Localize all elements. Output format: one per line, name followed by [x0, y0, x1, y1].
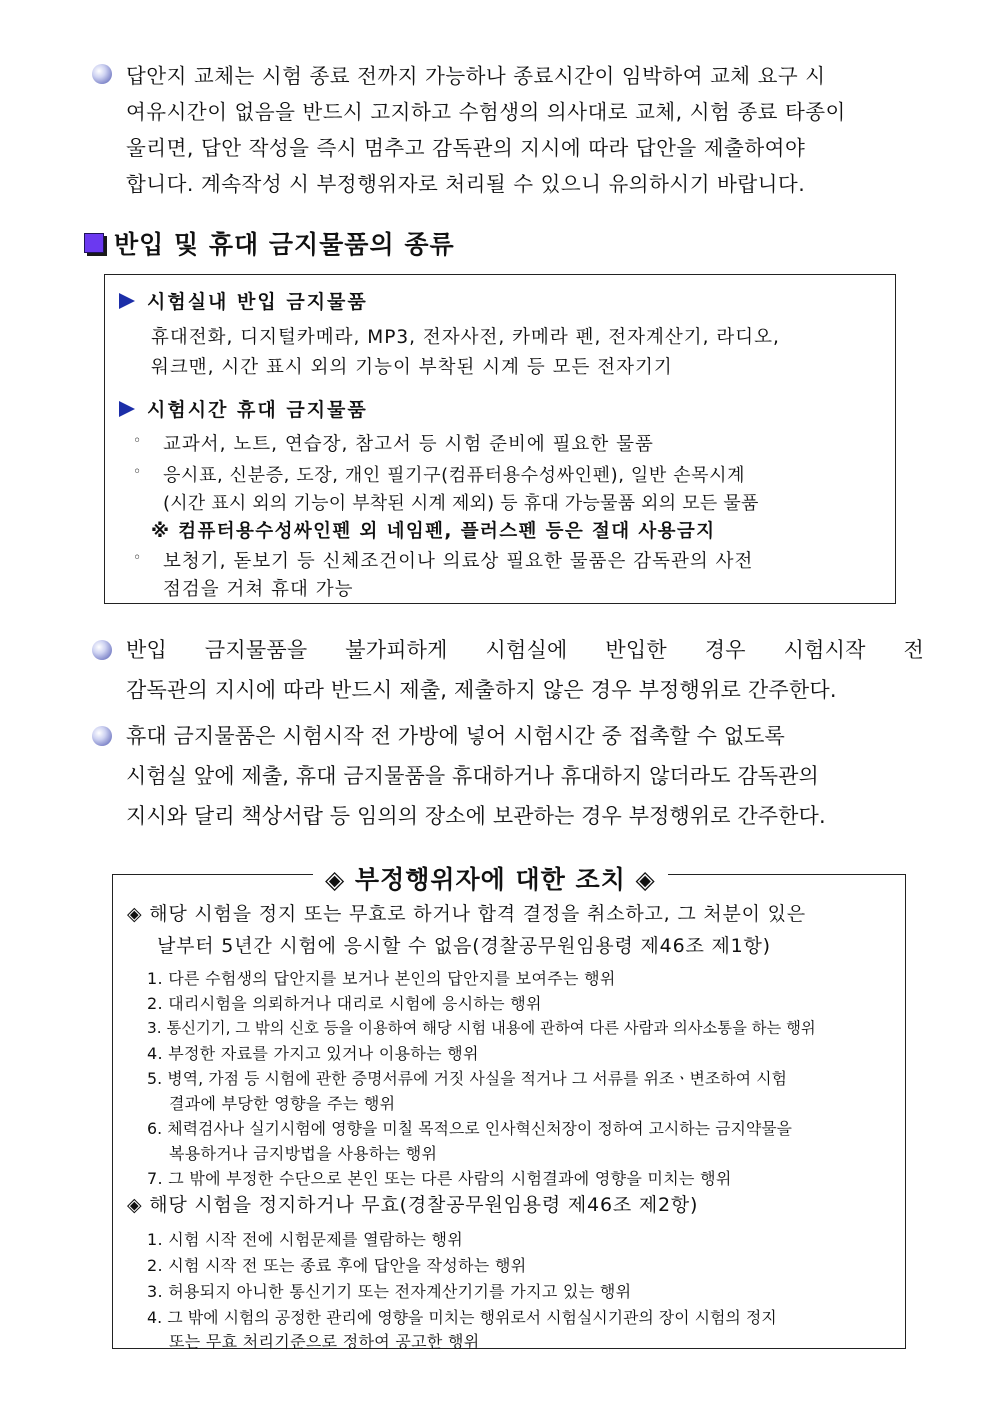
- bullet-ball-icon: [92, 726, 112, 746]
- para3-line: 시험실 앞에 제출, 휴대 금지물품을 휴대하거나 휴대하지 않더라도 감독관의: [126, 764, 819, 788]
- measures-item: 1. 시험 시작 전에 시험문제를 열람하는 행위: [147, 1230, 464, 1249]
- triangle-bullet-icon: [119, 401, 135, 417]
- para2-line: 감독관의 지시에 따라 반드시 제출, 제출하지 않은 경우 부정행위로 간주한다.: [126, 678, 837, 702]
- entry-notice-paragraph: [92, 630, 924, 710]
- measures-item-cont: 결과에 부당한 영향을 주는 행위: [169, 1094, 396, 1113]
- measures-item: 1. 다른 수험생의 답안지를 보거나 본인의 답안지를 보여주는 행위: [147, 969, 616, 988]
- square-bullet-icon: [84, 233, 104, 253]
- intro-line: 울리면, 답안 작성을 즉시 멈추고 감독관의 지시에 따라 답안을 제출하여야: [126, 136, 806, 160]
- measures-item: 5. 병역, 가점 등 시험에 관한 증명서류에 거짓 사실을 적거나 그 서류를 위조ㆍ변조하여 시험: [147, 1069, 787, 1088]
- ring-bullet-icon: ◦: [133, 550, 142, 566]
- triangle-bullet-icon: [119, 293, 135, 309]
- carry-item: 교과서, 노트, 연습장, 참고서 등 시험 준비에 필요한 물품: [163, 434, 654, 455]
- measures-item: 4. 그 밖에 시험의 공정한 관리에 영향을 미치는 행위로서 시험실시기관의 장이 시험의 정지: [147, 1308, 777, 1327]
- measures-item: 4. 부정한 자료를 가지고 있거나 이용하는 행위: [147, 1044, 479, 1063]
- measures-item-cont: 또는 무효 처리기준으로 정하여 공고한 행위: [169, 1332, 480, 1351]
- measures-group1-heading: ◈ 해당 시험을 정지 또는 무효로 하거나 합격 결정을 취소하고, 그 처분이 있은: [127, 903, 806, 925]
- bullet-ball-icon: [92, 64, 112, 84]
- ring-bullet-icon: ◦: [133, 433, 142, 449]
- carry-item: (시간 표시 외의 기능이 부착된 시계 제외) 등 휴대 가능물품 외의 모든 물품: [163, 493, 759, 514]
- carry-item: 응시표, 신분증, 도장, 개인 필기구(컴퓨터용수성싸인펜), 일반 손목시계: [163, 465, 746, 486]
- measures-item: 3. 허용되지 아니한 통신기기 또는 전자계산기기를 가지고 있는 행위: [147, 1282, 632, 1301]
- carry-prohibited-heading: 시험시간 휴대 금지물품: [119, 395, 368, 422]
- section-title: [84, 226, 455, 260]
- intro-line: 답안지 교체는 시험 종료 전까지 가능하나 종료시간이 임박하여 교체 요구 시: [126, 64, 826, 88]
- para3-line: 휴대 금지물품은 시험시작 전 가방에 넣어 시험시간 중 접촉할 수 없도록: [126, 724, 785, 748]
- measures-item: 6. 체력검사나 실기시험에 영향을 미칠 목적으로 인사혁신처장이 정하여 고시하는 금지약물을: [147, 1119, 793, 1138]
- measures-title: ◈ 부정행위자에 대한 조치 ◈: [313, 861, 668, 899]
- measures-item-cont: 복용하거나 금지방법을 사용하는 행위: [169, 1144, 438, 1163]
- section-title-text: 반입 및 휴대 금지물품의 종류: [114, 230, 455, 259]
- intro-line: 여유시간이 없음을 반드시 고지하고 수험생의 의사대로 교체, 시험 종료 타종이: [126, 100, 846, 124]
- entry-line: 워크맨, 시간 표시 외의 기능이 부착된 시계 등 모든 전자기기: [151, 357, 673, 378]
- measures-item: 3. 통신기기, 그 밖의 신호 등을 이용하여 해당 시험 내용에 관하여 다른 사람과 의사소통을 하는 행위: [147, 1019, 816, 1037]
- ring-bullet-icon: ◦: [133, 464, 142, 480]
- carry-item: 점검을 거쳐 휴대 가능: [163, 579, 354, 600]
- bullet-ball-icon: [92, 640, 112, 660]
- entry-line: 휴대전화, 디지털카메라, MP3, 전자사전, 카메라 펜, 전자계산기, 라디오,: [151, 327, 780, 348]
- measures-item: 2. 시험 시작 전 또는 종료 후에 답안을 작성하는 행위: [147, 1256, 527, 1275]
- measures-group1-heading-cont: 날부터 5년간 시험에 응시할 수 없음(경찰공무원임용령 제46조 제1항): [157, 935, 771, 957]
- measures-item: 7. 그 밖에 부정한 수단으로 본인 또는 다른 사람의 시험결과에 영향을 미치는 행위: [147, 1169, 732, 1188]
- entry-prohibited-heading: 시험실내 반입 금지물품: [119, 287, 368, 314]
- carry-item: 보청기, 돋보기 등 신체조건이나 의료상 필요한 물품은 감독관의 사전: [163, 551, 754, 572]
- carry-notice-paragraph: [92, 716, 924, 836]
- carry-note: ※ 컴퓨터용수성싸인펜 외 네임펜, 플러스펜 등은 절대 사용금지: [151, 521, 716, 542]
- prohibited-items-box: [104, 274, 896, 604]
- para2-line: 반입 금지물품을 불가피하게 시험실에 반입한 경우 시험시작 전: [126, 638, 924, 662]
- intro-paragraph: [92, 58, 924, 202]
- measures-box: [112, 874, 906, 1349]
- para3-line: 지시와 달리 책상서랍 등 임의의 장소에 보관하는 경우 부정행위로 간주한다.: [126, 804, 826, 828]
- intro-line: 합니다. 계속작성 시 부정행위자로 처리될 수 있으니 유의하시기 바랍니다.: [126, 172, 806, 196]
- measures-item: 2. 대리시험을 의뢰하거나 대리로 시험에 응시하는 행위: [147, 994, 542, 1013]
- measures-group2-heading: ◈ 해당 시험을 정지하거나 무효(경찰공무원임용령 제46조 제2항): [127, 1194, 699, 1216]
